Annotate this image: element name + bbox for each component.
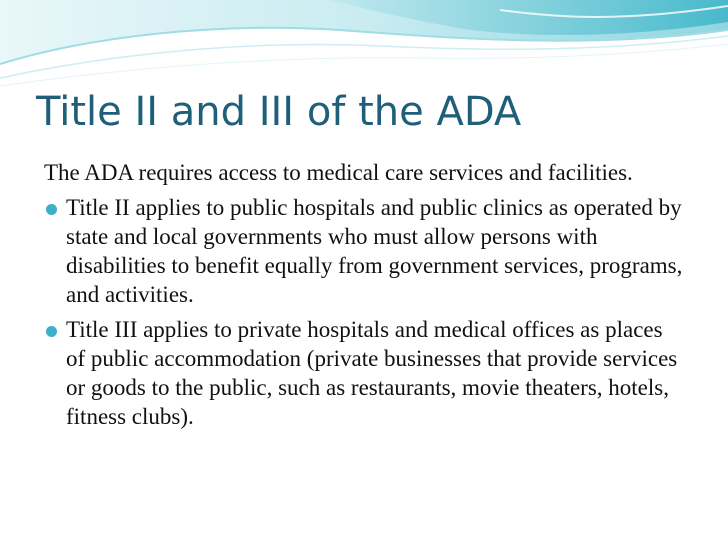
slide-title: Title II and III of the ADA (36, 89, 522, 135)
slide-body (44, 158, 684, 437)
decorative-wave-header (0, 0, 728, 90)
intro-paragraph: The ADA requires access to medical care services and facilities. (44, 160, 633, 185)
bullet-item-title-ii (44, 193, 684, 309)
bullet-item-title-iii (44, 315, 684, 431)
bullet-dot-icon (46, 326, 57, 337)
bullet-text: Title II applies to public hospitals and public clinics as operated by state and local governments who must allow persons with disabilities to benefit equally from government services, programs, and activities. (66, 195, 683, 307)
bullet-dot-icon (46, 204, 57, 215)
bullet-text: Title III applies to private hospitals and medical offices as places of public accommodation (private businesses that provide services or goods to the public, such as restaurants, movie theaters, hotels, fitness clubs). (66, 317, 678, 429)
